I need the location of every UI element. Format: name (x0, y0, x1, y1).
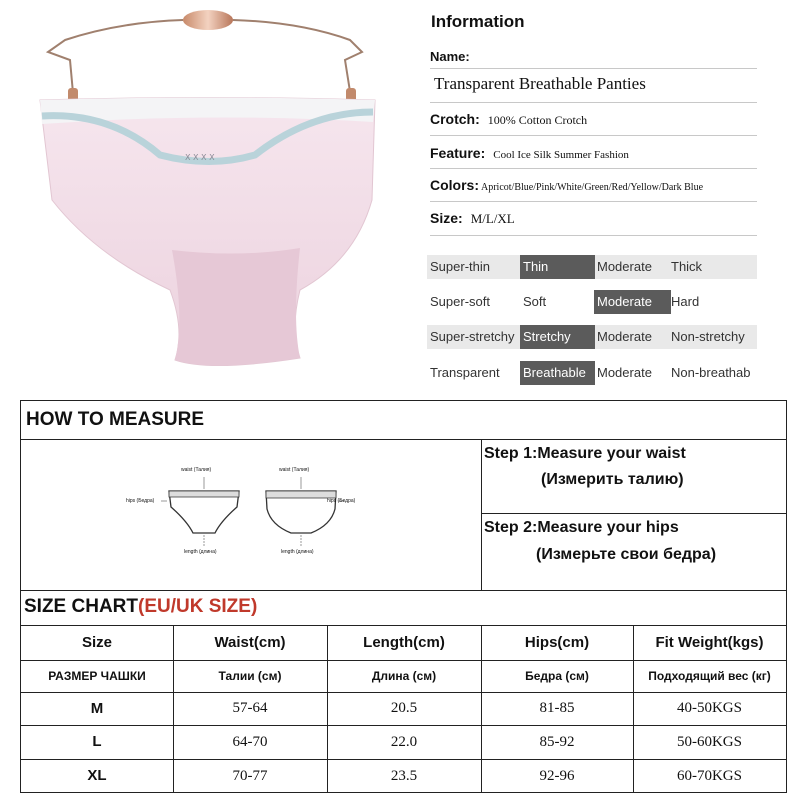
attribute-option-selected: Stretchy (520, 325, 595, 349)
attribute-option: Soft (523, 294, 547, 309)
attribute-option: Hard (671, 294, 700, 309)
attribute-row (427, 361, 757, 385)
panties-illustration (0, 0, 410, 385)
attribute-option: Super-thin (430, 259, 490, 274)
table-cell: L (92, 733, 102, 750)
attribute-option: Moderate (597, 365, 652, 380)
crotch-row (430, 111, 757, 136)
size-chart-title (24, 596, 257, 618)
table-header-cell: Waist(cm) (214, 634, 286, 651)
size-label: Size: (430, 210, 463, 226)
size-row (430, 210, 757, 236)
diagram-hips-label-front: hips (Бедра) (126, 498, 155, 504)
name-label: Name: (430, 49, 470, 64)
attribute-option: Super-stretchy (430, 329, 515, 344)
table-cell: 64-70 (232, 734, 268, 750)
table-header-cell: Hips(cm) (524, 634, 590, 651)
measure-diagram-illustration (121, 463, 361, 563)
table-header-ru-cell: РАЗМЕР ЧАШКИ (48, 669, 146, 683)
table-cell: 57-64 (232, 700, 268, 716)
table-cell: M (90, 700, 104, 717)
table-cell: 81-85 (539, 700, 575, 716)
table-cell: 70-77 (232, 768, 268, 784)
attribute-option: Non-breathab (671, 365, 751, 380)
attribute-option: Non-stretchy (671, 329, 745, 344)
table-cell: 50-60KGS (676, 734, 742, 750)
step2-ru-text: (Измерьте свои бедра) (536, 546, 717, 563)
table-header-cell: Fit Weight(kgs) (655, 634, 764, 651)
attribute-row (427, 290, 757, 314)
size-chart-title-accent: (EU/UK SIZE) (138, 596, 258, 617)
attribute-option-selected: Moderate (594, 290, 671, 314)
diagram-waist-label-back: waist (Талия) (279, 467, 310, 473)
feature-row (430, 145, 757, 169)
table-header-ru-cell: Бедра (см) (525, 669, 589, 683)
measure-and-size-section (20, 400, 787, 793)
table-header-ru-cell: Длина (см) (371, 669, 437, 683)
table-header-ru-cell: Подходящий вес (кг) (648, 669, 771, 683)
info-title: Information (431, 12, 525, 31)
table-header-cell: Size (81, 634, 112, 651)
diagram-waist-label-front: waist (Талия) (181, 467, 212, 473)
attribute-row (427, 325, 757, 349)
measure-diagram (121, 463, 361, 563)
attribute-option: Moderate (597, 329, 652, 344)
diagram-length-label-back: length (длина) (281, 549, 314, 555)
diagram-hips-label-back: hips (Бедра) (327, 498, 356, 504)
crotch-label: Crotch: (430, 111, 480, 127)
attribute-option: Transparent (430, 365, 500, 380)
table-cell: 20.5 (390, 700, 418, 716)
name-value-row (430, 74, 757, 103)
attribute-option-selected: Breathable (520, 361, 595, 385)
table-header-cell: Length(cm) (363, 634, 445, 651)
colors-value: Apricot/Blue/Pink/White/Green/Red/Yellow/Dark Blue (481, 182, 704, 193)
step1-ru-text: (Измерить талию) (541, 471, 684, 488)
svg-text:X X X X: X X X X (185, 153, 215, 162)
attribute-option: Moderate (597, 259, 652, 274)
feature-label: Feature: (430, 145, 486, 161)
diagram-length-label-front: length (длина) (184, 549, 217, 555)
table-cell: 23.5 (390, 768, 418, 784)
table-cell: 40-50KGS (676, 700, 742, 716)
colors-row (430, 177, 757, 202)
colors-label: Colors: (430, 177, 479, 193)
product-photo (0, 0, 410, 385)
table-cell: 92-96 (539, 768, 575, 784)
table-cell: 22.0 (390, 734, 418, 750)
table-cell: XL (87, 767, 107, 784)
crotch-value: 100% Cotton Crotch (487, 113, 588, 127)
table-header-ru-cell: Талии (см) (218, 669, 282, 683)
name-value: Transparent Breathable Panties (434, 74, 646, 93)
step1-text: Step 1:Measure your waist (484, 445, 686, 462)
feature-value: Cool Ice Silk Summer Fashion (493, 149, 629, 161)
attribute-row (427, 255, 757, 279)
step2-text: Step 2:Measure your hips (484, 519, 679, 536)
table-cell: 85-92 (539, 734, 575, 750)
size-chart-title-main: SIZE CHART (24, 596, 138, 617)
name-label-row (430, 48, 757, 69)
attribute-option: Super-soft (430, 294, 490, 309)
table-cell: 60-70KGS (676, 768, 742, 784)
size-value: M/L/XL (470, 211, 515, 226)
how-to-measure-title: HOW TO MEASURE (26, 409, 205, 430)
attribute-option-selected: Thin (520, 255, 595, 279)
attribute-option: Thick (671, 259, 703, 274)
